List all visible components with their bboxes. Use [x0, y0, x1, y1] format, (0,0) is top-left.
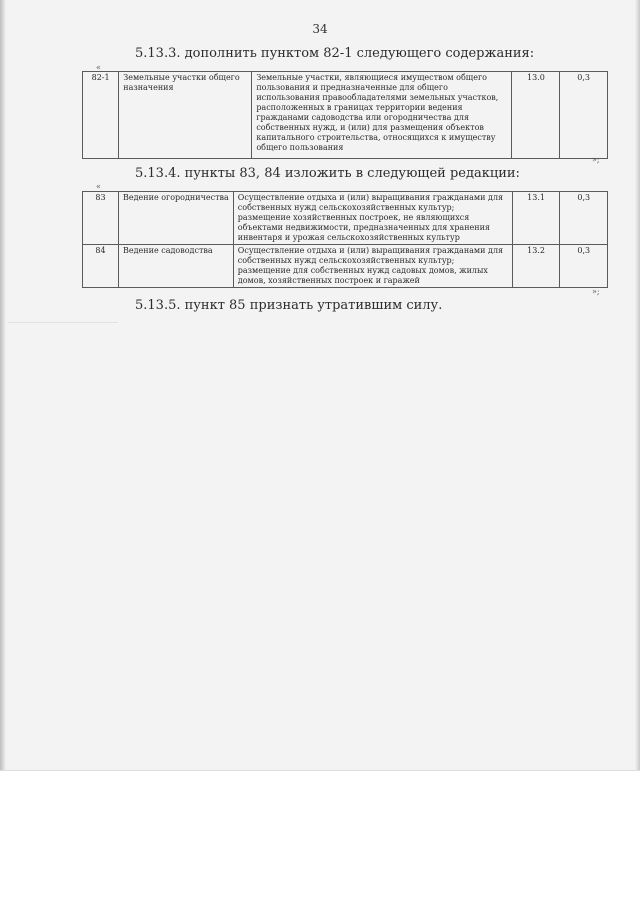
row-name: Ведение садоводства — [119, 245, 234, 288]
row-code: 13.2 — [512, 245, 560, 288]
row-value: 0,3 — [560, 192, 608, 245]
table-item-82-1 — [82, 71, 608, 159]
row-name: Земельные участки общего назначения — [119, 72, 252, 159]
table-items-83-84 — [82, 191, 608, 288]
row-number: 83 — [83, 192, 119, 245]
table-row — [83, 72, 608, 159]
closing-quote: »; — [592, 287, 600, 296]
row-number: 82-1 — [83, 72, 119, 159]
row-name: Ведение огородничества — [119, 192, 234, 245]
row-code: 13.1 — [512, 192, 560, 245]
row-code: 13.0 — [512, 72, 560, 159]
row-number: 84 — [83, 245, 119, 288]
table-row — [83, 192, 608, 245]
section-heading-5-13-5: 5.13.5. пункт 85 признать утратившим силу. — [135, 298, 443, 313]
opening-quote: « — [96, 63, 101, 72]
row-value: 0,3 — [560, 245, 608, 288]
page-number: 34 — [312, 22, 328, 36]
row-description: Земельные участки, являющиеся имуществом общего пользования и предназначенные для общего использования правообладателями земельных участков, расположенных в границах территории ведения гражданами садоводства или огородничества для собственных нужд, и (или) для размещения объектов капитального строительства, относящихся к имуществу общего пользования — [252, 72, 512, 159]
scan-artifact-line — [8, 322, 118, 323]
table-row — [83, 245, 608, 288]
row-description: Осуществление отдыха и (или) выращивания гражданами для собственных нужд сельскохозяйственных культур; размещение хозяйственных построек, не являющихся объектами недвижимости, предназначенных для хранения инвентаря и урожая сельскохозяйственных культур — [233, 192, 512, 245]
closing-quote: »; — [592, 155, 600, 164]
row-description: Осуществление отдыха и (или) выращивания гражданами для собственных нужд сельскохозяйственных культур; размещение для собственных нужд садовых домов, жилых домов, хозяйственных построек и гаражей — [233, 245, 512, 288]
row-value: 0,3 — [560, 72, 608, 159]
section-heading-5-13-3: 5.13.3. дополнить пунктом 82-1 следующего содержания: — [135, 46, 535, 61]
section-heading-5-13-4: 5.13.4. пункты 83, 84 изложить в следующей редакции: — [135, 166, 520, 181]
opening-quote: « — [96, 182, 101, 191]
